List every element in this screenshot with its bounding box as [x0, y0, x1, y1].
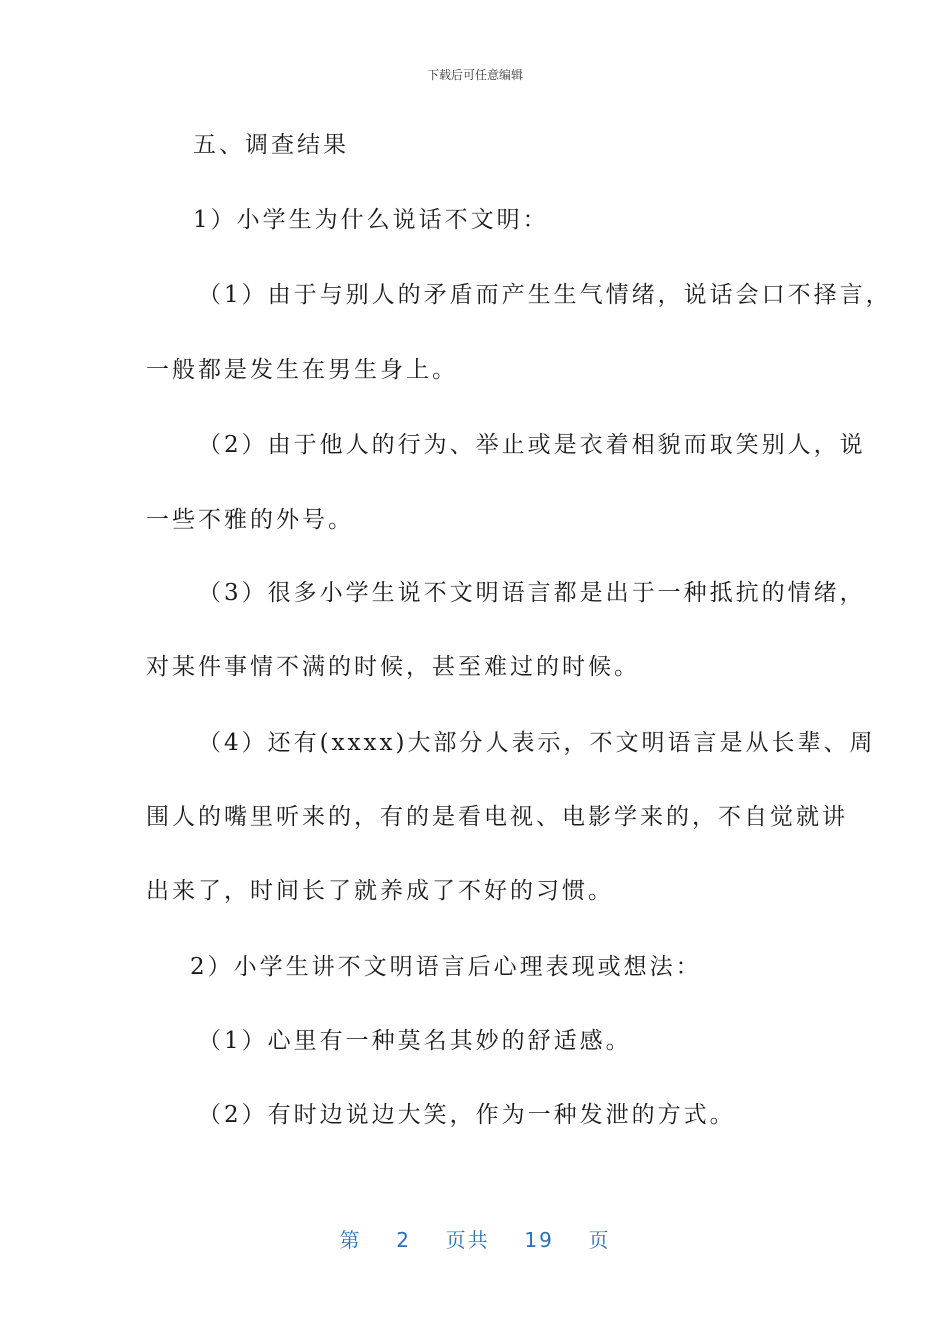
total-pages-number: 19 — [524, 1228, 554, 1252]
page-suffix: 页 — [588, 1228, 611, 1252]
paragraph-line: 对某件事情不满的时候，甚至难过的时候。 — [146, 654, 640, 680]
section-heading: 五、调查结果 — [193, 132, 349, 158]
page-header-note: 下载后可任意编辑 — [426, 68, 523, 82]
page-number-footer — [0, 1224, 950, 1253]
paragraph-line: （2）由于他人的行为、举止或是衣着相貌而取笑别人，说 — [198, 432, 866, 458]
paragraph-line: （1）由于与别人的矛盾而产生生气情绪，说话会口不择言， — [198, 282, 892, 308]
subsection-heading: 1）小学生为什么说话不文明： — [193, 207, 549, 233]
subsection-heading: 2）小学生讲不文明语言后心理表现或想法： — [190, 954, 702, 980]
paragraph-line: （2）有时边说边大笑，作为一种发泄的方式。 — [198, 1102, 736, 1128]
paragraph-line: （1）心里有一种莫名其妙的舒适感。 — [198, 1028, 632, 1054]
paragraph-line: 围人的嘴里听来的，有的是看电视、电影学来的，不自觉就讲 — [146, 804, 848, 830]
current-page-number: 2 — [396, 1228, 411, 1252]
paragraph-line: 出来了，时间长了就养成了不好的习惯。 — [146, 878, 614, 904]
paragraph-line: （4）还有(xxxx)大部分人表示，不文明语言是从长辈、周 — [198, 730, 876, 756]
paragraph-line: （3）很多小学生说不文明语言都是出于一种抵抗的情绪， — [198, 580, 866, 606]
paragraph-line: 一些不雅的外号。 — [146, 507, 354, 533]
page-prefix: 第 — [339, 1228, 362, 1252]
page-mid-label: 页共 — [445, 1228, 490, 1252]
paragraph-line: 一般都是发生在男生身上。 — [146, 357, 458, 383]
